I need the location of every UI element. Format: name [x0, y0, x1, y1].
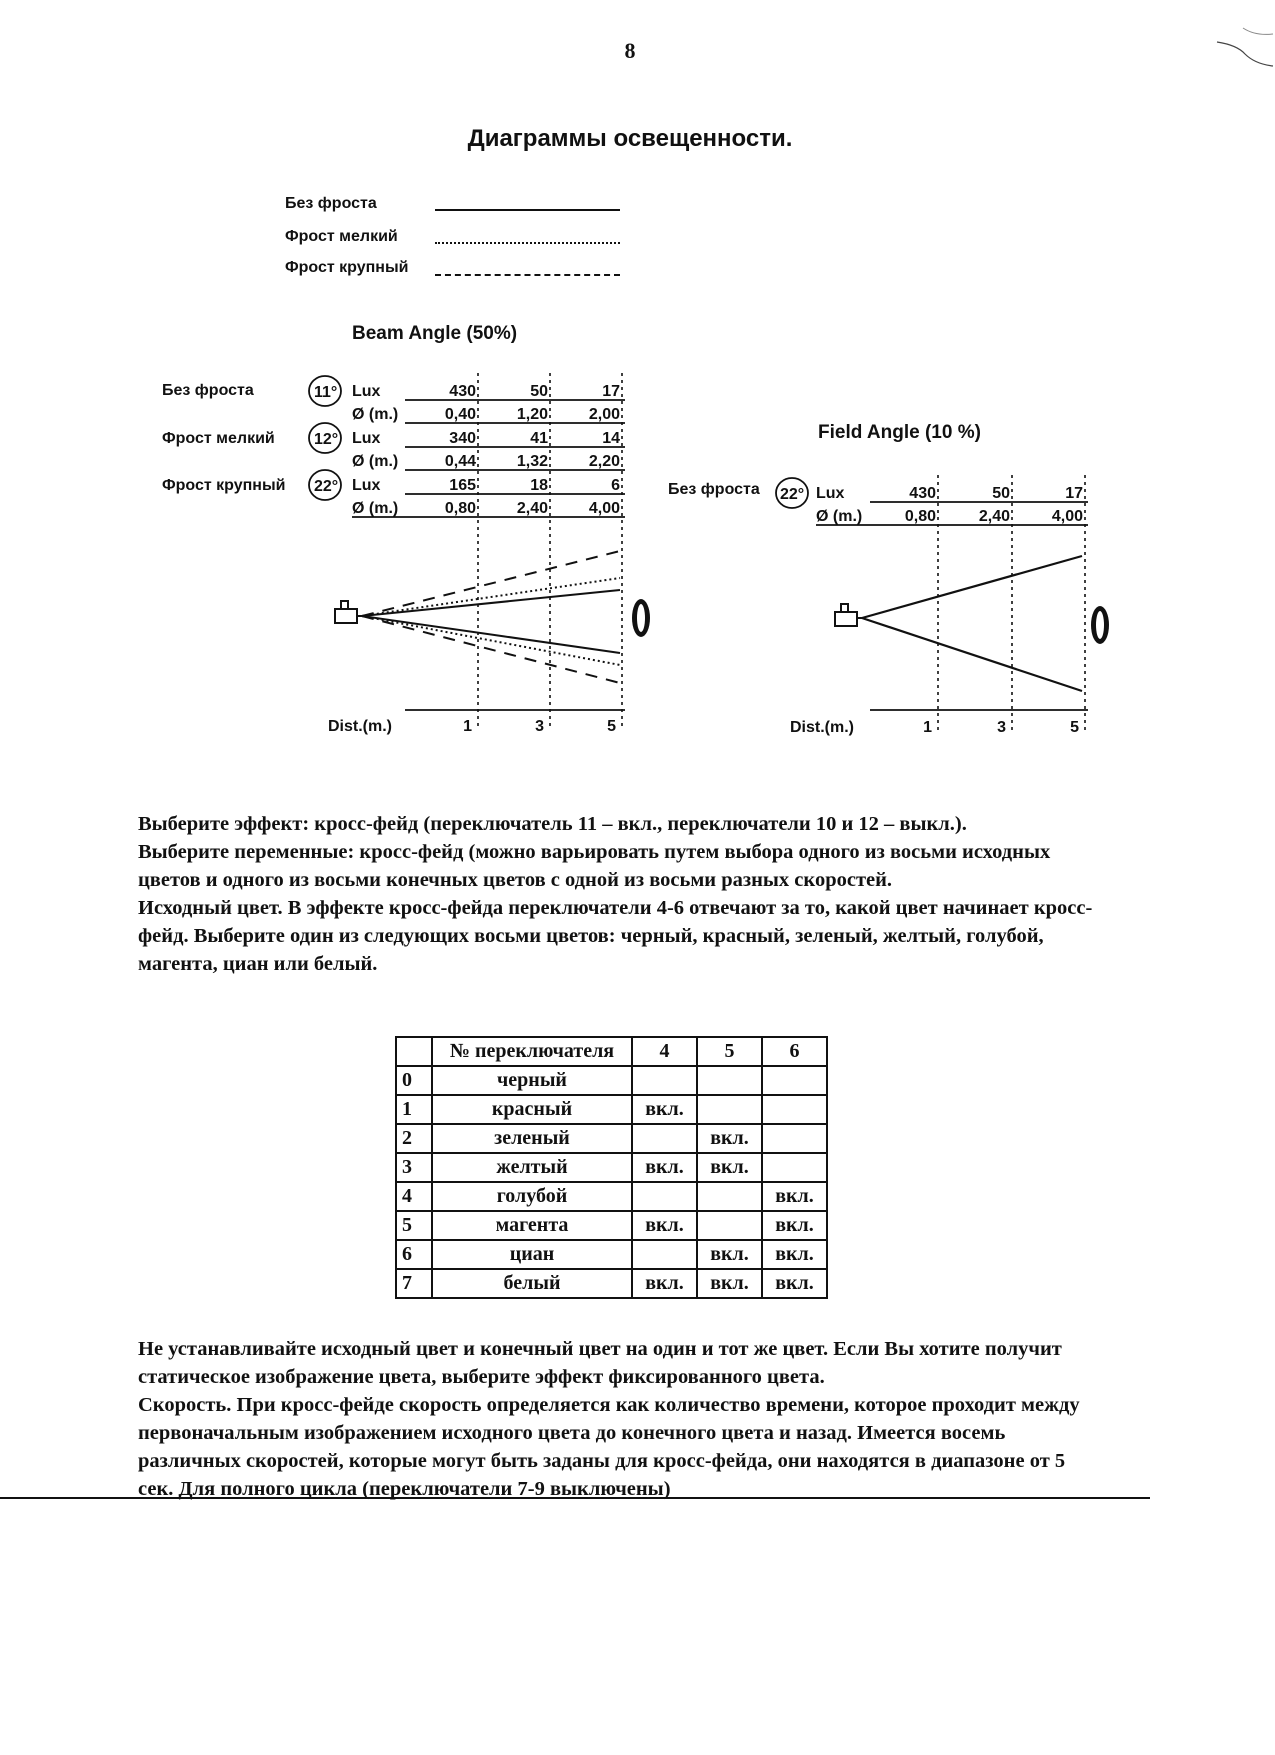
- beam-no-frost: [862, 618, 1082, 691]
- legend-label-no-frost: Без фроста: [285, 195, 377, 212]
- beam-angle-diagram: [290, 365, 650, 740]
- table-cell: магента: [432, 1211, 632, 1240]
- paragraph: Не устанавливайте исходный цвет и конечный цвет на один и тот же цвет. Если Вы хотите получит статическое изображение цвета, выберите эффект фиксированного цвета.: [138, 1338, 1062, 1388]
- lux-value: 165: [449, 477, 476, 494]
- diameter-value: 1,20: [516, 406, 548, 423]
- beam-no-frost: [862, 556, 1082, 618]
- distance-tick: 5: [1070, 719, 1079, 736]
- lux-value: 430: [449, 383, 476, 400]
- lux-label: Lux: [352, 383, 381, 400]
- table-cell: [762, 1066, 827, 1095]
- table-cell: вкл.: [697, 1269, 762, 1298]
- table-header-cell: [396, 1037, 432, 1066]
- angle-value: 22°: [314, 478, 339, 495]
- lux-label: Lux: [352, 430, 381, 447]
- diameter-value: 2,40: [978, 508, 1010, 525]
- table-row: [396, 1124, 827, 1153]
- table-cell: зеленый: [432, 1124, 632, 1153]
- table-cell: красный: [432, 1095, 632, 1124]
- table-cell: 7: [396, 1269, 432, 1298]
- diameter-value: 2,00: [588, 406, 620, 423]
- distance-tick: 1: [923, 719, 932, 736]
- spotlight-icon: [335, 601, 362, 623]
- lux-value: 17: [602, 383, 620, 400]
- table-cell: 1: [396, 1095, 432, 1124]
- field-angle-title: Field Angle (10 %): [818, 422, 981, 443]
- table-cell: [697, 1095, 762, 1124]
- paragraph: Выберите эффект: кросс-фейд (переключатель 11 – вкл., переключатели 10 и 12 – выкл.).: [138, 813, 967, 835]
- lux-value: 14: [602, 430, 620, 447]
- angle-value: 12°: [314, 431, 339, 448]
- diameter-label: Ø (m.): [352, 453, 399, 470]
- lux-value: 41: [530, 430, 548, 447]
- legend-line-solid: [435, 209, 620, 211]
- diameter-value: 1,32: [516, 453, 548, 470]
- beam-row-label-fine-frost: Фрост мелкий: [162, 430, 275, 447]
- field-row-label-no-frost: Без фроста: [668, 481, 760, 498]
- table-cell: вкл.: [762, 1211, 827, 1240]
- table-cell: черный: [432, 1066, 632, 1095]
- table-cell: 4: [396, 1182, 432, 1211]
- paragraph: Исходный цвет. В эффекте кросс-фейда переключатели 4-6 отвечают за то, какой цвет начинает кросс-фейд. Выберите один из следующих восьми цветов: черный, красный, зеленый, желтый, голубой, магента, циан или белый.: [138, 897, 1093, 975]
- table-header-cell: 5: [697, 1037, 762, 1066]
- table-row: [396, 1153, 827, 1182]
- table-header-cell: № переключателя: [432, 1037, 632, 1066]
- table-header-row: [396, 1037, 827, 1066]
- page-title: Диаграммы освещенности.: [467, 125, 793, 152]
- paragraph: Выберите переменные: кросс-фейд (можно варьировать путем выбора одного из восьми исходных цветов и одного из восьми конечных цветов с одной из восьми разных скоростей.: [138, 841, 1051, 891]
- spotlight-icon: [835, 604, 862, 626]
- table-cell: [762, 1095, 827, 1124]
- distance-tick: 3: [997, 719, 1006, 736]
- table-cell: вкл.: [762, 1240, 827, 1269]
- effect-description: [138, 810, 1098, 978]
- table-cell: [762, 1153, 827, 1182]
- angle-value: 11°: [314, 384, 338, 401]
- table-cell: [632, 1124, 697, 1153]
- table-row: [396, 1182, 827, 1211]
- diameter-label: Ø (m.): [816, 508, 863, 525]
- beam-coarse-frost: [362, 616, 620, 683]
- table-cell: вкл.: [632, 1269, 697, 1298]
- diameter-value: 0,40: [444, 406, 476, 423]
- table-cell: циан: [432, 1240, 632, 1269]
- table-cell: [632, 1066, 697, 1095]
- distance-tick: 1: [463, 718, 472, 735]
- table-cell: вкл.: [697, 1124, 762, 1153]
- table-cell: [697, 1182, 762, 1211]
- lux-value: 50: [992, 485, 1010, 502]
- table-row: [396, 1066, 827, 1095]
- legend-label-fine-frost: Фрост мелкий: [285, 228, 398, 245]
- diameter-value: 0,44: [444, 453, 476, 470]
- legend-line-dashed: [435, 274, 620, 276]
- table-header-cell: 6: [762, 1037, 827, 1066]
- distance-axis-label: Dist.(m.): [790, 719, 854, 736]
- speed-description: [138, 1335, 1098, 1503]
- lux-value: 6: [611, 477, 620, 494]
- table-cell: 6: [396, 1240, 432, 1269]
- lux-value: 50: [530, 383, 548, 400]
- table-cell: 3: [396, 1153, 432, 1182]
- diameter-value: 2,40: [516, 500, 548, 517]
- page-number: 8: [624, 38, 636, 63]
- table-cell: 0: [396, 1066, 432, 1095]
- table-row: [396, 1269, 827, 1298]
- legend-line-dotted: [435, 242, 620, 244]
- lux-value: 18: [530, 477, 548, 494]
- table-cell: вкл.: [697, 1153, 762, 1182]
- diameter-label: Ø (m.): [352, 406, 399, 423]
- diameter-value: 0,80: [444, 500, 476, 517]
- lux-value: 17: [1065, 485, 1083, 502]
- line-style-legend: [285, 195, 635, 285]
- beam-row-label-no-frost: Без фроста: [162, 382, 254, 399]
- scan-artifact: [1215, 20, 1275, 100]
- lux-value: 430: [909, 485, 936, 502]
- distance-axis-label: Dist.(m.): [328, 718, 392, 735]
- table-cell: [632, 1240, 697, 1269]
- beam-angle-title: Beam Angle (50%): [352, 323, 518, 344]
- diameter-value: 4,00: [588, 500, 620, 517]
- table-cell: вкл.: [697, 1240, 762, 1269]
- beam-no-frost: [362, 616, 620, 653]
- distance-tick: 3: [535, 718, 544, 735]
- table-cell: [762, 1124, 827, 1153]
- table-row: [396, 1240, 827, 1269]
- table-cell: вкл.: [632, 1095, 697, 1124]
- field-angle-diagram: [770, 465, 1110, 740]
- table-row: [396, 1095, 827, 1124]
- angle-value: 22°: [780, 486, 805, 503]
- beam-fine-frost: [362, 616, 620, 665]
- person-icon: [1091, 606, 1109, 644]
- diameter-value: 4,00: [1051, 508, 1083, 525]
- table-cell: голубой: [432, 1182, 632, 1211]
- table-cell: [697, 1066, 762, 1095]
- table-header-cell: 4: [632, 1037, 697, 1066]
- lux-value: 340: [449, 430, 476, 447]
- diameter-label: Ø (m.): [352, 500, 399, 517]
- person-icon: [632, 599, 650, 637]
- paragraph: Скорость. При кросс-фейде скорость определяется как количество времени, которое проходит между первоначальным изображением исходного цвета до конечного цвета и назад. Имеется восемь различных скоростей, которые могут быть заданы для кросс-фейда, они находятся в диапазоне от 5 сек. Для полного цикла (переключатели 7-9 выключены): [138, 1394, 1080, 1500]
- table-cell: вкл.: [632, 1211, 697, 1240]
- lux-label: Lux: [352, 477, 381, 494]
- table-cell: вкл.: [762, 1269, 827, 1298]
- diameter-value: 2,20: [588, 453, 620, 470]
- distance-tick: 5: [607, 718, 616, 735]
- table-cell: 2: [396, 1124, 432, 1153]
- legend-label-coarse-frost: Фрост крупный: [285, 259, 409, 276]
- lux-label: Lux: [816, 485, 845, 502]
- beam-row-label-coarse-frost: Фрост крупный: [162, 477, 286, 494]
- table-cell: [697, 1211, 762, 1240]
- switch-table: [395, 1036, 828, 1299]
- table-cell: вкл.: [762, 1182, 827, 1211]
- table-cell: белый: [432, 1269, 632, 1298]
- table-cell: 5: [396, 1211, 432, 1240]
- table-cell: вкл.: [632, 1153, 697, 1182]
- bottom-rule: [0, 1497, 1150, 1499]
- beam-no-frost: [362, 590, 620, 616]
- table-cell: желтый: [432, 1153, 632, 1182]
- diameter-value: 0,80: [904, 508, 936, 525]
- table-row: [396, 1211, 827, 1240]
- table-cell: [632, 1182, 697, 1211]
